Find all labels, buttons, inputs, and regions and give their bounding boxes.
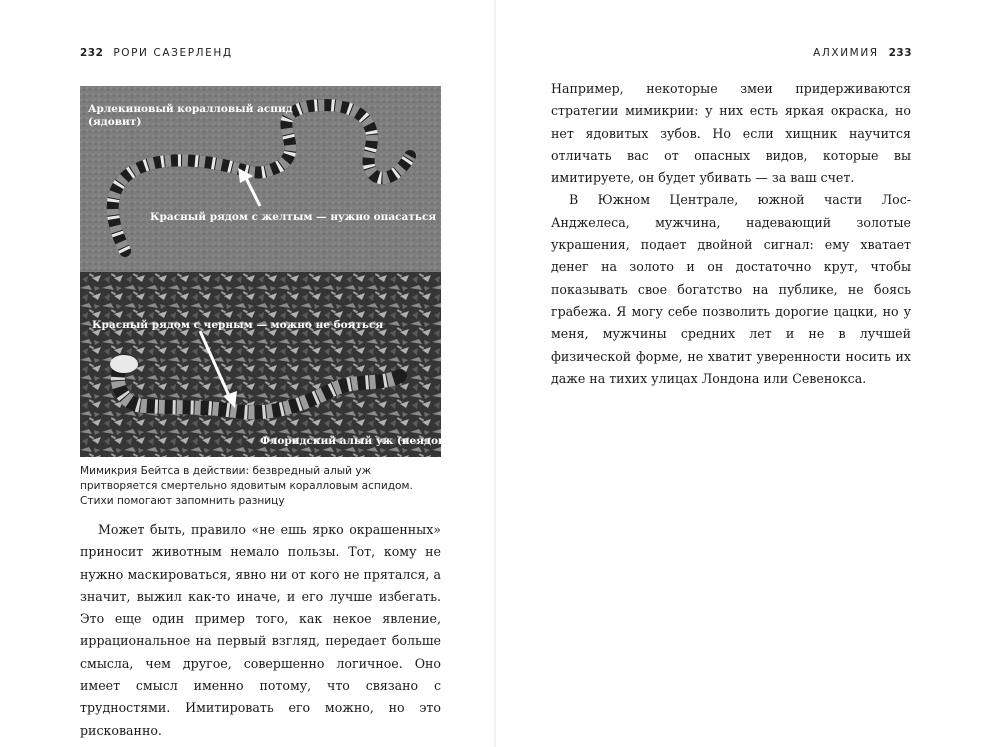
left-paragraph: Может быть, правило «не ешь ярко окрашенных» приносит животным немало пользы. Тот, кому не нужно маскироваться, явно ни от кого не прятался, а значит, выжил как-то иначе, и его лучше избегать. Это еще один пример того, как некое явление, иррациональное на первый взгляд, передает больше смысла, чем другое, совершенно логичное. Оно имеет смысл именно потому, что связано с трудностями. Имитировать его можно, но это рискованно. [80, 522, 441, 738]
label-scarlet-king-snake: Флоридский алый уж (неядовит) [260, 435, 465, 447]
left-running-head-title: РОРИ САЗЕРЛЕНД [113, 47, 233, 59]
left-running-head [80, 47, 233, 59]
photo-caption: Мимикрия Бейтса в действии: безвредный алый уж притворяется смертельно ядовитым коралловым аспидом. Стихи помогают запомнить разницу [80, 465, 413, 507]
right-running-head [813, 47, 912, 59]
right-page [495, 0, 990, 747]
king-snake-head [110, 355, 138, 373]
right-paragraph-2: В Южном Централе, южной части Лос-Анджелеса, мужчина, надевающий золотые украшения, подает двойной сигнал: ему хватает денег на золото и он достаточно крут, чтобы показывать свое богатство на публике, не боясь грабежа. Я могу себе позволить дорогие цацки, но у меня, мужчины средних лет и не в лучшей физической форме, не хватит уверенности носить их даже на тихих улицах Лондона или Севенокса. [551, 192, 911, 386]
right-page-number: 233 [888, 47, 912, 59]
label-coral-snake: Арлекиновый коралловый аспид [88, 103, 293, 115]
left-body-text [80, 519, 441, 742]
left-page-number: 232 [80, 47, 104, 59]
label-red-next-to-yellow: Красный рядом с желтым — нужно опасаться [150, 211, 437, 223]
label-coral-snake-venomous: (ядовит) [88, 116, 142, 128]
label-red-next-to-black: Красный рядом с черным — можно не бояться [92, 319, 384, 331]
right-paragraph-1: Например, некоторые змеи придерживаются стратегии мимикрии: у них есть яркая окраска, но нет ядовитых зубов. Но если хищник научится отличать вас от опасных видов, которые вы имитируете, он будет убивать — за ваш счет. [551, 81, 911, 186]
right-body-text [551, 78, 911, 390]
snake-photo [80, 86, 465, 457]
right-running-head-title: АЛХИМИЯ [813, 47, 879, 59]
